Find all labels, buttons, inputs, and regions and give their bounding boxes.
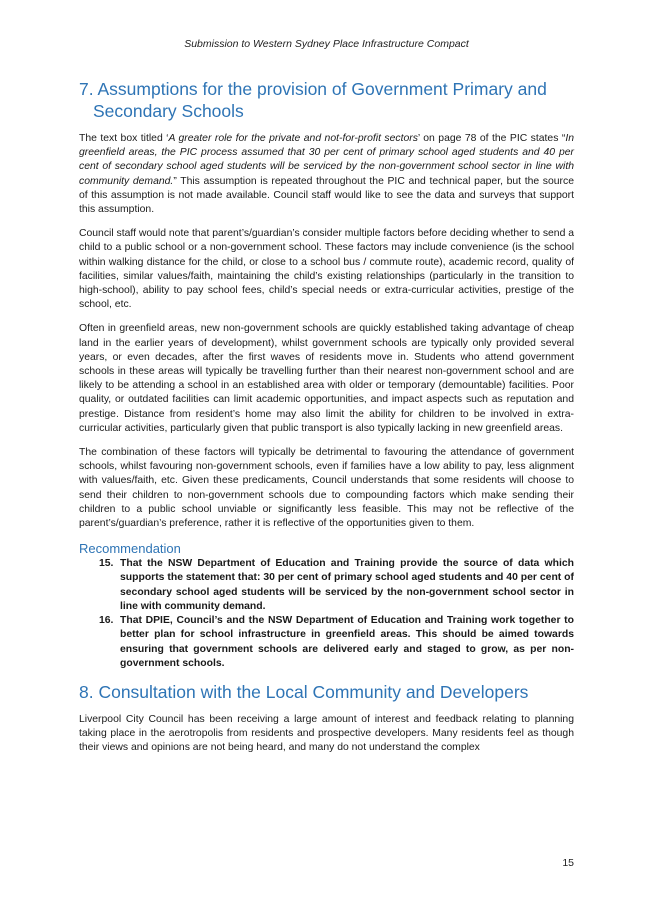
recommendation-list [79,557,574,671]
recommendation-number: 15. [99,558,114,570]
recommendation-number: 16. [99,615,114,627]
running-header: Submission to Western Sydney Place Infrastructure Compact [184,38,469,50]
section-7-paragraph-1 [79,132,574,217]
recommendation-item [79,557,574,614]
page-number: 15 [562,857,574,869]
recommendation-heading: Recommendation [79,541,181,557]
p1-quote: In greenfield areas, the PIC process assumed that 30 per cent of primary school aged students and 40 per cent of secondary school aged students will be serviced by the non-government school sector in line with community demand. [79,133,574,187]
page-content [79,78,574,766]
recommendation-text: That DPIE, Council’s and the NSW Department of Education and Training work together to better plan for school infrastructure in greenfield areas. This should be aimed towards ensuring that government schools are delivered early and staged to grow, as per non-government schools. [120,615,574,669]
recommendation-text: That the NSW Department of Education and Training provide the source of data which supports the statement that: 30 per cent of primary school aged students and 40 per cent of secondary school aged students will be serviced by the non-government school sector in line with community demand. [120,558,574,612]
p1-text-c: ’ on page 78 of the PIC states “ [417,133,566,144]
p1-text-e: ” This assumption is repeated throughout the PIC and technical paper, but the source of this assumption is not made available. Council staff would like to see the data and surveys that support this assumption. [79,175,574,216]
section-7-paragraph-4: The combination of these factors will typically be detrimental to favouring the attendance of government schools, whilst favouring non-government schools, even if families have a low ability to pay, less alignment with values/faith, etc. Given these predicaments, Council understands that some residents will choose to send their children to non-government schools due to compounding factors which make sending their children to a public school unviable or significantly less feasible. This may not be reflective of the parent’s/guardian’s preference, rather it is reflective of the opportunities given to them. [79,447,574,530]
section-8-heading: 8. Consultation with the Local Community and Developers [79,681,529,702]
section-7-paragraph-3: Often in greenfield areas, new non-government schools are quickly established taking advantage of cheap land in the earlier years of development), whilst government schools are typically only provided several years, or even decades, after the first waves of residents move in. Students who attend government schools in these areas will typically be travelling further than their nearest non-government school and are likely to be attending a school in an established area with older or temporary (demountable) facilities. Poor quality, or outdated facilities can limit academic opportunities, and impact aspects such as reputation and prestige. Distance from resident’s home may also limit the ability for children to be involved in extra-curricular activities, particularly given that public transport is also typically lacking in new greenfield areas. [79,323,574,434]
p1-text-a: The text box titled ‘ [79,133,169,144]
p1-box-title: A greater role for the private and not-for-profit sectors [168,133,418,144]
section-7-paragraph-2: Council staff would note that parent’s/guardian’s consider multiple factors before deciding whether to send a child to a public school or a non-government school. These factors may include convenience (is the school within walking distance for the child, or close to a school bus / commute route), academic record, quality of facilities, similar values/faith, maintaining the child’s existing relationships (particularly in the transition to high-school), ability to pay school fees, child’s special needs or extra-curricular activities, prestige of the school, etc. [79,228,575,311]
section-8-paragraph-1: Liverpool City Council has been receiving a large amount of interest and feedback relating to planning taking place in the aerotropolis from residents and prospective developers. Many residents feel as though their views and opinions are not being heard, and many do not understand the complex [79,713,574,754]
recommendation-item [79,614,574,671]
section-7-heading: 7. Assumptions for the provision of Government Primary and Secondary Schools [79,79,547,121]
